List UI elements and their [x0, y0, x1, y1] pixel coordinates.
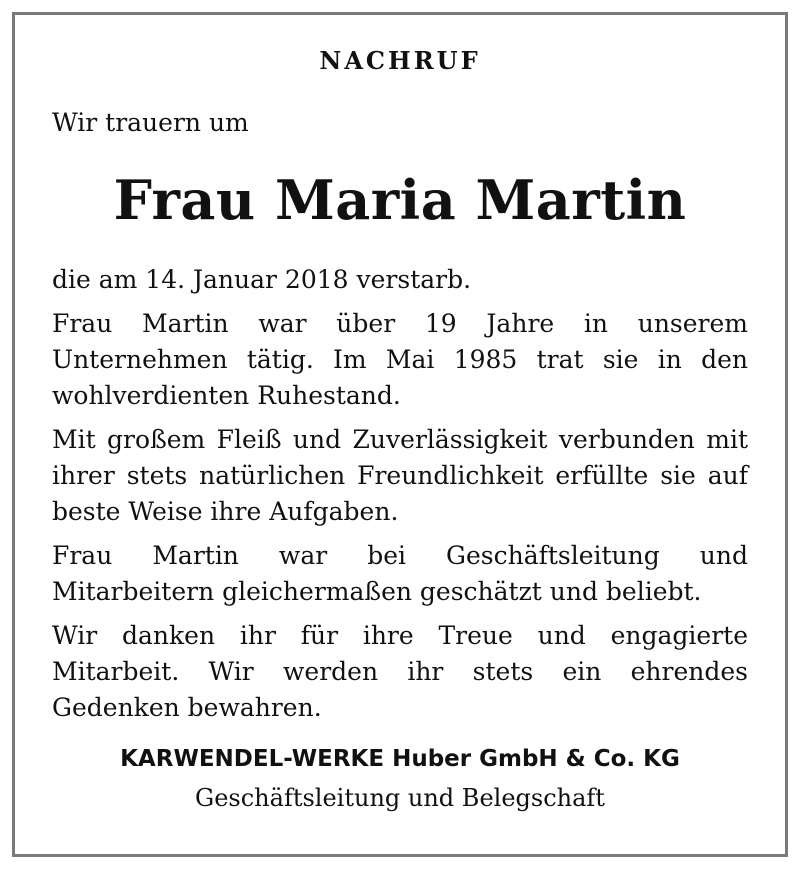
- paragraph-esteem: Frau Martin war bei Geschäftsleitung und Mitarbeitern gleichermaßen geschätzt und beliebt.: [52, 541, 748, 606]
- obituary-body: [52, 262, 748, 734]
- notice-heading: NACHRUF: [319, 46, 481, 75]
- intro-text: Wir trauern um: [52, 108, 249, 137]
- paragraph-thanks: Wir danken ihr für ihre Treue und engagierte Mitarbeit. Wir werden ihr stets ein ehrendes Gedenken bewahren.: [52, 621, 748, 722]
- paragraph-qualities: Mit großem Fleiß und Zuverlässigkeit verbunden mit ihrer stets natürlichen Freundlichkeit erfüllte sie auf beste Weise ihre Aufgaben.: [52, 425, 748, 526]
- date-line: die am 14. Januar 2018 verstarb.: [52, 265, 472, 294]
- company-name: KARWENDEL-WERKE Huber GmbH & Co. KG: [120, 746, 680, 772]
- paragraph-career: Frau Martin war über 19 Jahre in unserem Unternehmen tätig. Im Mai 1985 trat sie in den wohlverdienten Ruhestand.: [52, 309, 748, 410]
- deceased-name: Frau Maria Martin: [113, 168, 687, 232]
- signature-line: Geschäftsleitung und Belegschaft: [195, 784, 605, 812]
